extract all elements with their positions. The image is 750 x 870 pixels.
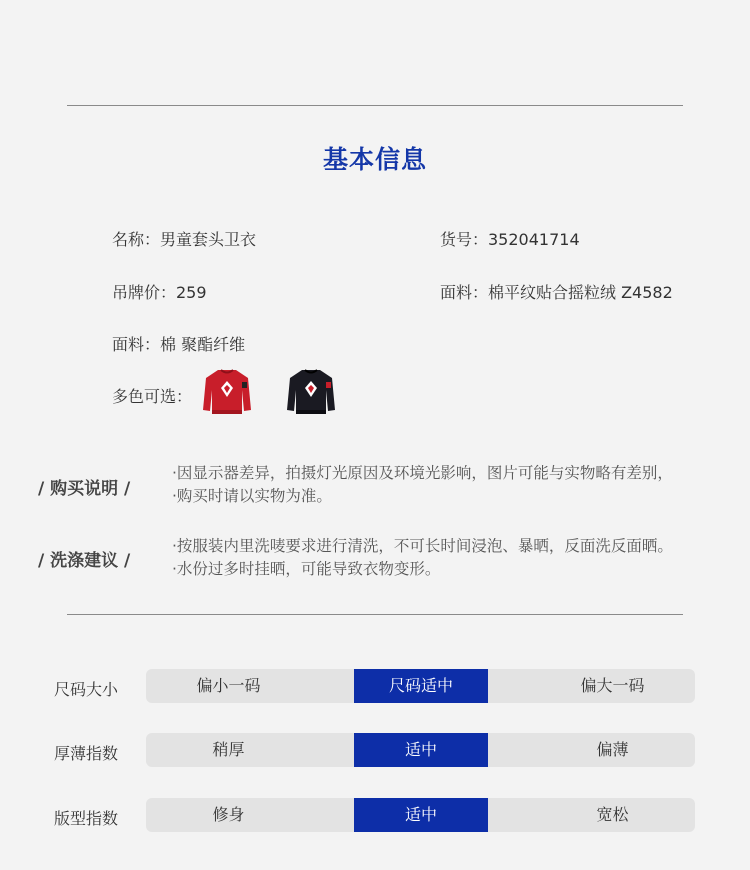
top-divider (67, 105, 683, 106)
color-swatch-red[interactable] (202, 366, 252, 416)
fit-style-option: 宽松 (596, 805, 629, 824)
color-swatch-black[interactable] (286, 366, 336, 416)
size-fit-scale (146, 669, 695, 703)
size-fit-option: 偏小一码 (196, 676, 261, 695)
washing-note-line: ·按服装内里洗唛要求进行清洗，不可长时间浸泡、暴晒，反面洗反面晒。 (172, 537, 673, 555)
fabric-outer: 面料：棉平纹贴合摇粒绒 Z4582 (440, 283, 673, 302)
section-title: 基本信息 (322, 145, 427, 174)
product-name: 名称：男童套头卫衣 (112, 230, 257, 249)
thickness-scale (146, 733, 695, 767)
bottom-divider (67, 614, 683, 615)
fabric-composition: 面料：棉 聚酯纤维 (112, 335, 246, 354)
thickness-option: 偏薄 (596, 740, 629, 759)
thickness-label: 厚薄指数 (54, 744, 119, 763)
tag-price: 吊牌价：259 (112, 283, 207, 302)
product-sku: 货号：352041714 (440, 230, 580, 249)
washing-note-line: ·水份过多时挂晒，可能导致衣物变形。 (172, 560, 441, 578)
fit-style-option-selected: 适中 (354, 798, 488, 832)
thickness-option: 稍厚 (212, 740, 245, 759)
purchase-note-line: ·因显示器差异，拍摄灯光原因及环境光影响，图片可能与实物略有差别， (172, 464, 673, 482)
fit-style-option: 修身 (212, 805, 245, 824)
purchase-notes-label: / 购买说明 / (38, 479, 131, 499)
fit-style-scale (146, 798, 695, 832)
colors-label: 多色可选： (112, 387, 193, 406)
fit-style-label: 版型指数 (54, 809, 119, 828)
size-fit-option: 偏大一码 (580, 676, 645, 695)
size-fit-option-selected: 尺码适中 (354, 669, 488, 703)
purchase-note-line: ·购买时请以实物为准。 (172, 487, 332, 505)
thickness-option-selected: 适中 (354, 733, 488, 767)
washing-advice-label: / 洗涤建议 / (38, 551, 131, 571)
size-fit-label: 尺码大小 (54, 680, 119, 699)
